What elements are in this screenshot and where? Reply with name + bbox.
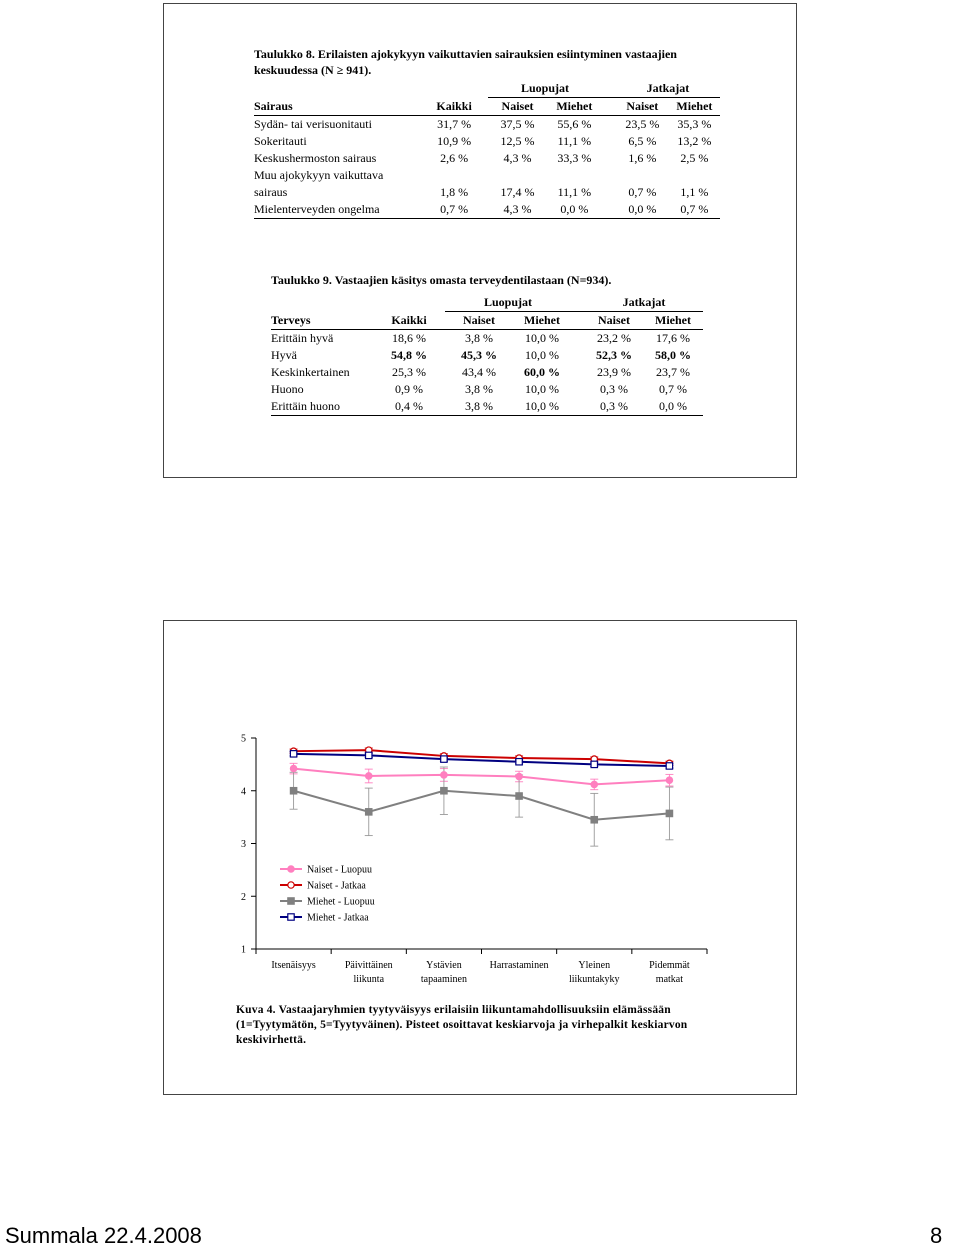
legend-marker bbox=[288, 866, 294, 872]
table-cell: 11,1 % bbox=[557, 185, 592, 199]
series-line bbox=[294, 791, 670, 820]
table-row bbox=[254, 167, 720, 184]
group-header: Luopujat bbox=[488, 80, 602, 98]
table-cell: 12,5 % bbox=[500, 134, 535, 148]
table-cell: 1,1 % bbox=[680, 185, 709, 199]
data-point bbox=[366, 773, 372, 779]
table-cell: 23,2 % bbox=[597, 331, 631, 345]
table-cell: 45,3 % bbox=[461, 348, 497, 362]
x-tick-label: Itsenäisyys bbox=[271, 960, 316, 971]
y-tick-label: 3 bbox=[241, 839, 246, 850]
data-point bbox=[591, 761, 597, 767]
series-line bbox=[294, 769, 670, 785]
row-label: Mielenterveyden ongelma bbox=[254, 201, 420, 219]
row-label: Sydän- tai verisuonitauti bbox=[254, 117, 372, 131]
table-cell: 37,5 % bbox=[500, 117, 535, 131]
data-point bbox=[516, 773, 522, 779]
data-point bbox=[366, 752, 372, 758]
slide-tables bbox=[163, 3, 797, 478]
legend-marker bbox=[288, 914, 294, 920]
table-cell: 10,0 % bbox=[513, 398, 571, 416]
table-cell: 0,0 % bbox=[547, 201, 602, 219]
satisfaction-line-chart bbox=[164, 621, 798, 1001]
x-tick-label: Yleinen bbox=[578, 960, 611, 971]
table-cell: 23,7 % bbox=[656, 365, 690, 379]
table-cell: 17,6 % bbox=[656, 331, 690, 345]
table-cell: 2,6 % bbox=[440, 151, 469, 165]
table-cell: 10,0 % bbox=[525, 348, 559, 362]
table-cell: 0,7 % bbox=[420, 201, 488, 219]
table-cell: 4,3 % bbox=[488, 201, 547, 219]
data-point bbox=[441, 756, 447, 762]
table-cell: 0,7 % bbox=[659, 382, 687, 396]
table-cell: 3,8 % bbox=[445, 398, 513, 416]
figure-caption: Kuva 4. Vastaajaryhmien tyytyväisyys erilaisiin liikuntamahdollisuuksiin elämässään (1=Tyytymätön, 5=Tyytyväinen). Pisteet osoittavat keskiarvoja ja virhepalkit keskiarvon keskivirhettä. bbox=[236, 1004, 688, 1046]
row-label: Erittäin huono bbox=[271, 398, 373, 416]
footer-page-number: 8 bbox=[930, 1223, 943, 1248]
column-header: Miehet bbox=[669, 98, 720, 116]
column-header: Naiset bbox=[445, 312, 513, 330]
data-point bbox=[290, 751, 296, 757]
data-point bbox=[666, 777, 672, 783]
table-cell: 43,4 % bbox=[462, 365, 496, 379]
row-label: Keskinkertainen bbox=[271, 365, 350, 379]
legend-label: Miehet - Luopuu bbox=[307, 896, 375, 908]
x-tick-label: tapaaminen bbox=[420, 974, 467, 985]
table-row bbox=[271, 330, 703, 348]
data-point bbox=[366, 809, 372, 815]
table-row bbox=[271, 364, 703, 381]
table-row bbox=[271, 381, 703, 398]
column-header: Naiset bbox=[488, 98, 547, 116]
table-cell: 1,6 % bbox=[628, 151, 657, 165]
table-cell: 31,7 % bbox=[437, 117, 472, 131]
table-row bbox=[271, 398, 703, 416]
column-header: Naiset bbox=[571, 312, 643, 330]
table-cell: 35,3 % bbox=[677, 117, 712, 131]
column-header: Miehet bbox=[643, 312, 703, 330]
data-point bbox=[516, 793, 522, 799]
x-tick-label: Harrastaminen bbox=[489, 960, 549, 971]
data-point bbox=[290, 765, 296, 771]
row-label: Erittäin hyvä bbox=[271, 331, 334, 345]
row-label: Keskushermoston sairaus bbox=[254, 151, 377, 165]
group-header: Luopujat bbox=[445, 294, 571, 312]
table-row bbox=[254, 116, 720, 134]
x-tick-label: Pidemmät bbox=[649, 960, 690, 971]
data-point bbox=[591, 781, 597, 787]
data-point bbox=[666, 763, 672, 769]
table-row bbox=[254, 150, 720, 167]
table-row bbox=[254, 201, 720, 219]
y-tick-label: 4 bbox=[241, 786, 246, 798]
data-point bbox=[666, 810, 672, 816]
table-cell: 10,9 % bbox=[437, 134, 472, 148]
legend-marker bbox=[288, 882, 294, 888]
x-tick-label: Päivittäinen bbox=[344, 960, 393, 971]
x-tick-label: matkat bbox=[655, 974, 684, 985]
table-cell: 54,8 % bbox=[391, 348, 427, 362]
column-header: Miehet bbox=[513, 312, 571, 330]
row-label: Huono bbox=[271, 382, 304, 396]
table-cell: 0,9 % bbox=[395, 382, 423, 396]
x-tick-label: Ystävien bbox=[426, 960, 462, 971]
table-row bbox=[271, 347, 703, 364]
y-tick-label: 1 bbox=[241, 944, 246, 956]
table-cell: 0,3 % bbox=[600, 382, 628, 396]
table8-caption: Taulukko 8. Erilaisten ajokykyyn vaikuttavien sairauksien esiintyminen vastaajien keskuudessa (N ≥ 941). bbox=[254, 47, 677, 77]
column-header: Kaikki bbox=[420, 98, 488, 116]
column-header: Kaikki bbox=[373, 312, 445, 330]
table-cell: 0,7 % bbox=[669, 201, 720, 219]
data-point bbox=[290, 788, 296, 794]
table-cell: 52,3 % bbox=[596, 348, 632, 362]
table9 bbox=[271, 294, 703, 416]
table-cell: 0,3 % bbox=[571, 398, 643, 416]
table-cell: 58,0 % bbox=[655, 348, 691, 362]
group-header: Jatkajat bbox=[571, 294, 703, 312]
table-cell: 0,0 % bbox=[602, 201, 669, 219]
table-cell: 23,5 % bbox=[625, 117, 660, 131]
table-cell: 3,8 % bbox=[465, 331, 493, 345]
table-cell: 1,8 % bbox=[440, 185, 469, 199]
column-header: Naiset bbox=[602, 98, 669, 116]
table-cell: 23,9 % bbox=[597, 365, 631, 379]
table-cell: 18,6 % bbox=[392, 331, 426, 345]
table8 bbox=[254, 80, 720, 219]
table-cell: 0,0 % bbox=[643, 398, 703, 416]
group-header: Jatkajat bbox=[602, 80, 720, 98]
table-cell: 11,1 % bbox=[557, 134, 592, 148]
table-cell: 10,0 % bbox=[525, 331, 559, 345]
y-tick-label: 5 bbox=[241, 733, 246, 745]
legend-label: Miehet - Jatkaa bbox=[307, 912, 369, 924]
data-point bbox=[441, 772, 447, 778]
x-tick-label: liikunta bbox=[353, 974, 385, 985]
table-cell bbox=[547, 167, 602, 184]
legend-label: Naiset - Jatkaa bbox=[307, 880, 366, 892]
table-cell: 33,3 % bbox=[557, 151, 592, 165]
table-cell: 4,3 % bbox=[503, 151, 532, 165]
table-cell bbox=[488, 167, 547, 184]
table-cell: 25,3 % bbox=[392, 365, 426, 379]
row-label: sairaus bbox=[254, 185, 288, 199]
table-cell: 60,0 % bbox=[524, 365, 560, 379]
table-cell bbox=[602, 167, 669, 184]
table9-caption: Taulukko 9. Vastaajien käsitys omasta terveydentilastaan (N=934). bbox=[271, 273, 612, 287]
row-label: Muu ajokykyyn vaikuttava bbox=[254, 168, 384, 182]
slide-chart bbox=[163, 620, 797, 1095]
table-cell: 6,5 % bbox=[628, 134, 657, 148]
column-header: Sairaus bbox=[254, 98, 420, 116]
column-header: Terveys bbox=[271, 312, 373, 330]
y-tick-label: 2 bbox=[241, 891, 246, 903]
table-cell bbox=[669, 167, 720, 184]
data-point bbox=[591, 817, 597, 823]
footer-author-date: Summala 22.4.2008 bbox=[5, 1223, 202, 1248]
table-cell: 3,8 % bbox=[465, 382, 493, 396]
table-row bbox=[254, 184, 720, 201]
legend-label: Naiset - Luopuu bbox=[307, 864, 372, 876]
data-point bbox=[516, 759, 522, 765]
x-tick-label: liikuntakyky bbox=[568, 974, 620, 985]
table-cell: 0,7 % bbox=[628, 185, 657, 199]
row-label: Sokeritauti bbox=[254, 134, 307, 148]
table-cell: 2,5 % bbox=[680, 151, 709, 165]
data-point bbox=[441, 788, 447, 794]
table-cell bbox=[420, 167, 488, 184]
table-cell: 0,4 % bbox=[373, 398, 445, 416]
row-label: Hyvä bbox=[271, 348, 297, 362]
legend-marker bbox=[288, 898, 294, 904]
table-cell: 13,2 % bbox=[677, 134, 712, 148]
table-row bbox=[254, 133, 720, 150]
table-cell: 10,0 % bbox=[525, 382, 559, 396]
column-header: Miehet bbox=[547, 98, 602, 116]
table-cell: 55,6 % bbox=[557, 117, 592, 131]
table-cell: 17,4 % bbox=[500, 185, 535, 199]
